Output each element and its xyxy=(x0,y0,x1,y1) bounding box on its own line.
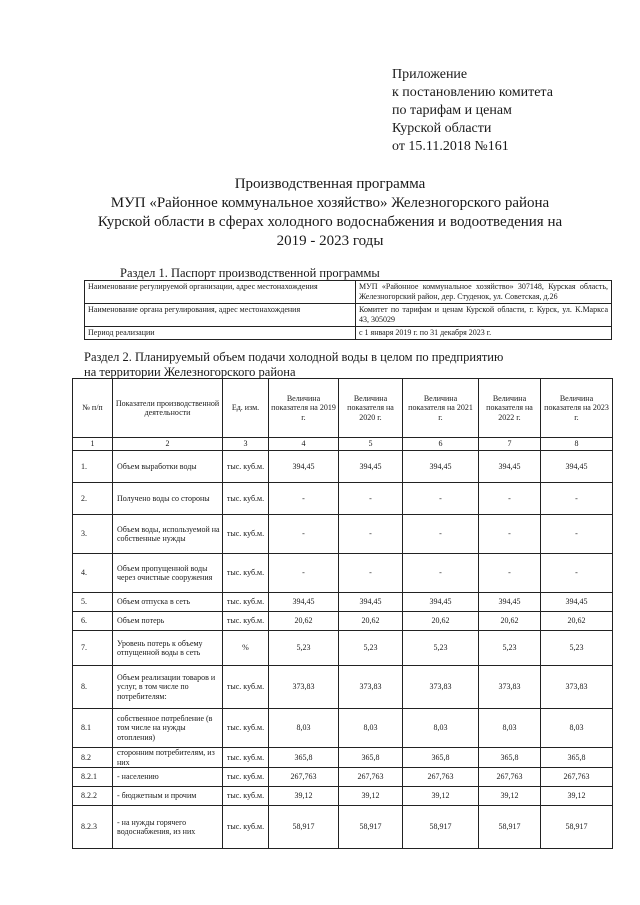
table-row xyxy=(73,768,613,787)
unit-cell: тыс. куб.м. xyxy=(223,748,269,768)
row-number: 2. xyxy=(73,483,113,515)
unit-cell: тыс. куб.м. xyxy=(223,483,269,515)
appendix-line: от 15.11.2018 №161 xyxy=(392,139,509,154)
unit-cell: тыс. куб.м. xyxy=(223,768,269,787)
value-cell: 267,763 xyxy=(339,768,403,787)
value-cell: 365,8 xyxy=(479,748,541,768)
value-cell: 267,763 xyxy=(541,768,613,787)
table-row xyxy=(73,483,613,515)
value-cell: 8,03 xyxy=(339,709,403,748)
unit-cell: тыс. куб.м. xyxy=(223,593,269,612)
value-cell: 365,8 xyxy=(339,748,403,768)
value-cell: 267,763 xyxy=(269,768,339,787)
indicator-name: Объем потерь xyxy=(113,612,223,631)
table-row xyxy=(73,451,613,483)
title-line: Курской области в сферах холодного водоснабжения и водоотведения на xyxy=(97,214,563,230)
value-cell: 365,8 xyxy=(269,748,339,768)
value-cell: 5,23 xyxy=(541,631,613,666)
header-cell: Величина показателя на 2021 г. xyxy=(403,379,479,438)
title-line: МУП «Районное коммунальное хозяйство» Железногорского района xyxy=(110,195,550,211)
table-header-row xyxy=(73,379,613,438)
row-number: 8.1 xyxy=(73,709,113,748)
indicator-name: - населению xyxy=(113,768,223,787)
value-cell: 8,03 xyxy=(479,709,541,748)
appendix-line: Приложение xyxy=(392,67,468,82)
passport-value: Комитет по тарифам и ценам Курской области, г. Курск, ул. К.Маркса 43, 305029 xyxy=(356,304,612,327)
row-number: 1. xyxy=(73,451,113,483)
header-cell: Величина показателя на 2022 г. xyxy=(479,379,541,438)
value-cell: 8,03 xyxy=(541,709,613,748)
value-cell: 5,23 xyxy=(479,631,541,666)
value-cell: 394,45 xyxy=(269,451,339,483)
title-line: Производственная программа xyxy=(234,176,426,192)
value-cell: 365,8 xyxy=(403,748,479,768)
value-cell: - xyxy=(269,515,339,554)
row-number: 5. xyxy=(73,593,113,612)
value-cell: - xyxy=(541,515,613,554)
value-cell: 267,763 xyxy=(479,768,541,787)
passport-table xyxy=(84,280,612,340)
document-title xyxy=(60,175,600,251)
value-cell: - xyxy=(541,483,613,515)
value-cell: 58,917 xyxy=(403,806,479,849)
section2-heading xyxy=(84,350,610,380)
value-cell: 5,23 xyxy=(339,631,403,666)
indicator-name: - на нужды горячего водоснабжения, из них xyxy=(113,806,223,849)
value-cell: - xyxy=(269,483,339,515)
value-cell: - xyxy=(403,515,479,554)
value-cell: 39,12 xyxy=(339,787,403,806)
column-number: 1 xyxy=(73,438,113,451)
header-cell: Ед. изм. xyxy=(223,379,269,438)
value-cell: 39,12 xyxy=(479,787,541,806)
unit-cell: тыс. куб.м. xyxy=(223,806,269,849)
value-cell: 39,12 xyxy=(541,787,613,806)
table-row xyxy=(73,709,613,748)
passport-row xyxy=(85,281,612,304)
unit-cell: тыс. куб.м. xyxy=(223,612,269,631)
value-cell: 58,917 xyxy=(339,806,403,849)
value-cell: 5,23 xyxy=(269,631,339,666)
row-number: 3. xyxy=(73,515,113,554)
table-row xyxy=(73,593,613,612)
value-cell: 373,83 xyxy=(479,666,541,709)
passport-value: с 1 января 2019 г. по 31 декабря 2023 г. xyxy=(356,327,612,340)
header-cell: Величина показателя на 2023 г. xyxy=(541,379,613,438)
column-number: 5 xyxy=(339,438,403,451)
row-number: 4. xyxy=(73,554,113,593)
water-volume-table xyxy=(72,378,613,849)
passport-label: Наименование регулируемой организации, адрес местонахождения xyxy=(85,281,356,304)
value-cell: 5,23 xyxy=(403,631,479,666)
unit-cell: тыс. куб.м. xyxy=(223,666,269,709)
value-cell: 8,03 xyxy=(269,709,339,748)
value-cell: - xyxy=(541,554,613,593)
header-cell: Показатели производственной деятельности xyxy=(113,379,223,438)
table-row xyxy=(73,666,613,709)
table-row xyxy=(73,515,613,554)
unit-cell: % xyxy=(223,631,269,666)
value-cell: 58,917 xyxy=(269,806,339,849)
unit-cell: тыс. куб.м. xyxy=(223,451,269,483)
indicator-name: Объем выработки воды xyxy=(113,451,223,483)
value-cell: - xyxy=(479,483,541,515)
indicator-name: Объем реализации товаров и услуг, в том числе по потребителям: xyxy=(113,666,223,709)
value-cell: 373,83 xyxy=(269,666,339,709)
appendix-line: к постановлению комитета xyxy=(392,85,553,100)
value-cell: 39,12 xyxy=(269,787,339,806)
value-cell: 267,763 xyxy=(403,768,479,787)
value-cell: 394,45 xyxy=(339,593,403,612)
column-number: 8 xyxy=(541,438,613,451)
passport-label: Наименование органа регулирования, адрес местонахождения xyxy=(85,304,356,327)
value-cell: 394,45 xyxy=(479,593,541,612)
value-cell: 39,12 xyxy=(403,787,479,806)
passport-row xyxy=(85,327,612,340)
column-number: 3 xyxy=(223,438,269,451)
value-cell: 373,83 xyxy=(541,666,613,709)
value-cell: 394,45 xyxy=(479,451,541,483)
value-cell: 394,45 xyxy=(403,593,479,612)
column-number: 6 xyxy=(403,438,479,451)
column-number: 2 xyxy=(113,438,223,451)
passport-value: МУП «Районное коммунальное хозяйство» 307148, Курская область, Железногорский район, дер. Студенок, ул. Советская, д.26 xyxy=(356,281,612,304)
value-cell: 394,45 xyxy=(541,451,613,483)
value-cell: - xyxy=(339,515,403,554)
section2-heading-line: Раздел 2. Планируемый объем подачи холодной воды в целом по предприятию xyxy=(84,350,504,364)
indicator-name: Объем пропущенной воды через очистные сооружения xyxy=(113,554,223,593)
row-number: 6. xyxy=(73,612,113,631)
indicator-name: Объем воды, используемой на собственные нужды xyxy=(113,515,223,554)
table-row xyxy=(73,612,613,631)
value-cell: - xyxy=(479,554,541,593)
value-cell: - xyxy=(339,554,403,593)
indicator-name: собственное потребление (в том числе на нужды отопления) xyxy=(113,709,223,748)
unit-cell: тыс. куб.м. xyxy=(223,554,269,593)
value-cell: 20,62 xyxy=(403,612,479,631)
indicator-name: Получено воды со стороны xyxy=(113,483,223,515)
section2-heading-line: на территории Железногорского района xyxy=(84,365,296,379)
passport-row xyxy=(85,304,612,327)
value-cell: - xyxy=(403,483,479,515)
value-cell: - xyxy=(269,554,339,593)
value-cell: 20,62 xyxy=(479,612,541,631)
appendix-line: Курской области xyxy=(392,121,492,136)
row-number: 8.2.2 xyxy=(73,787,113,806)
value-cell: 373,83 xyxy=(339,666,403,709)
value-cell: 58,917 xyxy=(541,806,613,849)
appendix-line: по тарифам и ценам xyxy=(392,103,512,118)
row-number: 8.2.3 xyxy=(73,806,113,849)
value-cell: - xyxy=(339,483,403,515)
value-cell: - xyxy=(403,554,479,593)
table-row xyxy=(73,554,613,593)
value-cell: 365,8 xyxy=(541,748,613,768)
header-cell: № п/п xyxy=(73,379,113,438)
header-cell: Величина показателя на 2020 г. xyxy=(339,379,403,438)
row-number: 7. xyxy=(73,631,113,666)
indicator-name: Объем отпуска в сеть xyxy=(113,593,223,612)
row-number: 8.2.1 xyxy=(73,768,113,787)
value-cell: 394,45 xyxy=(269,593,339,612)
value-cell: - xyxy=(479,515,541,554)
header-cell: Величина показателя на 2019 г. xyxy=(269,379,339,438)
unit-cell: тыс. куб.м. xyxy=(223,709,269,748)
value-cell: 394,45 xyxy=(339,451,403,483)
table-row xyxy=(73,748,613,768)
unit-cell: тыс. куб.м. xyxy=(223,515,269,554)
value-cell: 8,03 xyxy=(403,709,479,748)
title-line: 2019 - 2023 годы xyxy=(276,233,384,249)
value-cell: 20,62 xyxy=(541,612,613,631)
row-number: 8.2 xyxy=(73,748,113,768)
unit-cell: тыс. куб.м. xyxy=(223,787,269,806)
table-row xyxy=(73,631,613,666)
table-row xyxy=(73,806,613,849)
column-number-row xyxy=(73,438,613,451)
value-cell: 20,62 xyxy=(269,612,339,631)
row-number: 8. xyxy=(73,666,113,709)
passport-label: Период реализации xyxy=(85,327,356,340)
indicator-name: сторонним потребителям, из них xyxy=(113,748,223,768)
indicator-name: - бюджетным и прочим xyxy=(113,787,223,806)
column-number: 7 xyxy=(479,438,541,451)
section1-heading: Раздел 1. Паспорт производственной программы xyxy=(120,266,380,280)
appendix-block xyxy=(392,66,553,156)
table-row xyxy=(73,787,613,806)
value-cell: 20,62 xyxy=(339,612,403,631)
column-number: 4 xyxy=(269,438,339,451)
value-cell: 58,917 xyxy=(479,806,541,849)
value-cell: 394,45 xyxy=(541,593,613,612)
value-cell: 394,45 xyxy=(403,451,479,483)
indicator-name: Уровень потерь к объему отпущенной воды в сеть xyxy=(113,631,223,666)
value-cell: 373,83 xyxy=(403,666,479,709)
